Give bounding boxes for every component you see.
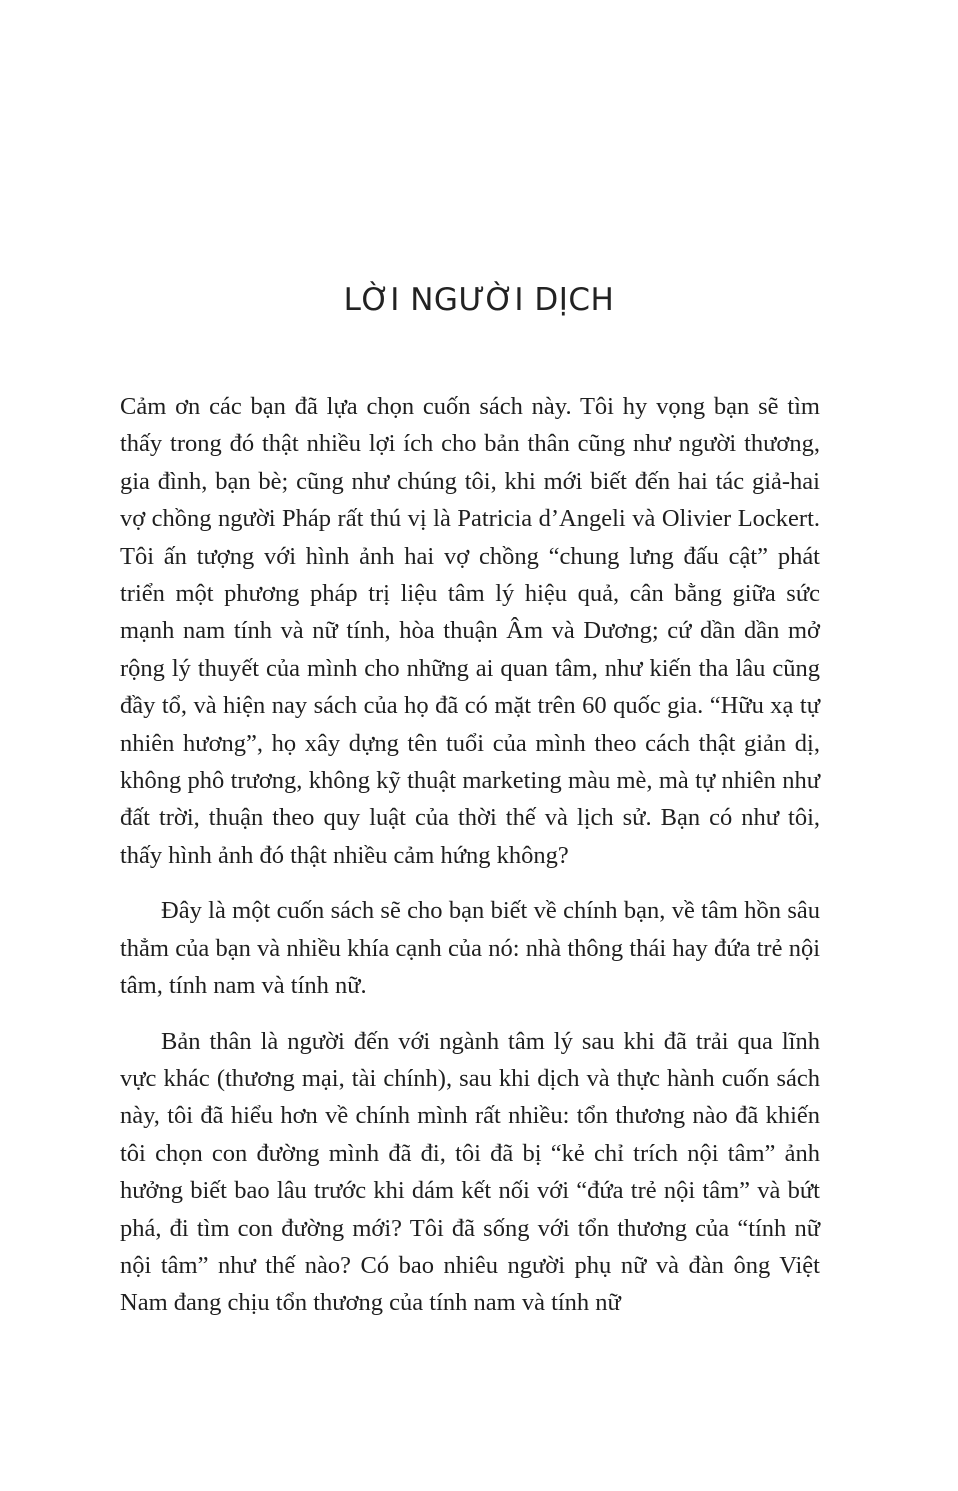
chapter-title: LỜI NGƯỜI DỊCH xyxy=(343,282,615,318)
paragraph-2: Đây là một cuốn sách sẽ cho bạn biết về chính bạn, về tâm hồn sâu thẳm của bạn và nhiều khía cạnh của nó: nhà thông thái hay đứa trẻ nội tâm, tính nam và tính nữ. xyxy=(120,897,820,1000)
paragraph-3: Bản thân là người đến với ngành tâm lý sau khi đã trải qua lĩnh vực khác (thương mại, tài chính), sau khi dịch và thực hành cuốn sách này, tôi đã hiểu hơn về chính mình rất nhiều: tổn thương nào đã khiến tôi chọn con đường mình đã đi, tôi đã bị “kẻ chỉ trích nội tâm” ảnh hưởng biết bao lâu trước khi dám kết nối với “đứa trẻ nội tâm” và bứt phá, đi tìm con đường mới? Tôi đã sống với tổn thương của “tính nữ nội tâm” như thế nào? Có bao nhiêu người phụ nữ và đàn ông Việt Nam đang chịu tổn thương của tính nam và tính nữ xyxy=(120,1027,820,1317)
body-text xyxy=(120,388,820,1322)
paragraph-1: Cảm ơn các bạn đã lựa chọn cuốn sách này. Tôi hy vọng bạn sẽ tìm thấy trong đó thật nhiều lợi ích cho bản thân cũng như người thương, gia đình, bạn bè; cũng như chúng tôi, khi mới biết đến hai tác giả-hai vợ chồng người Pháp rất thú vị là Patricia d’Angeli và Olivier Lockert. Tôi ấn tượng với hình ảnh hai vợ chồng “chung lưng đấu cật” phát triển một phương pháp trị liệu tâm lý hiệu quả, cân bằng giữa sức mạnh nam tính và nữ tính, hòa thuận Âm và Dương; cứ dần dần mở rộng lý thuyết của mình cho những ai quan tâm, như kiến tha lâu cũng đầy tổ, và hiện nay sách của họ đã có mặt trên 60 quốc gia. “Hữu xạ tự nhiên hương”, họ xây dựng tên tuổi của mình theo cách thật giản dị, không phô trương, không kỹ thuật marketing màu mè, mà tự nhiên như đất trời, thuận theo quy luật của thời thế và lịch sử. Bạn có như tôi, thấy hình ảnh đó thật nhiều cảm hứng không? xyxy=(120,393,820,869)
